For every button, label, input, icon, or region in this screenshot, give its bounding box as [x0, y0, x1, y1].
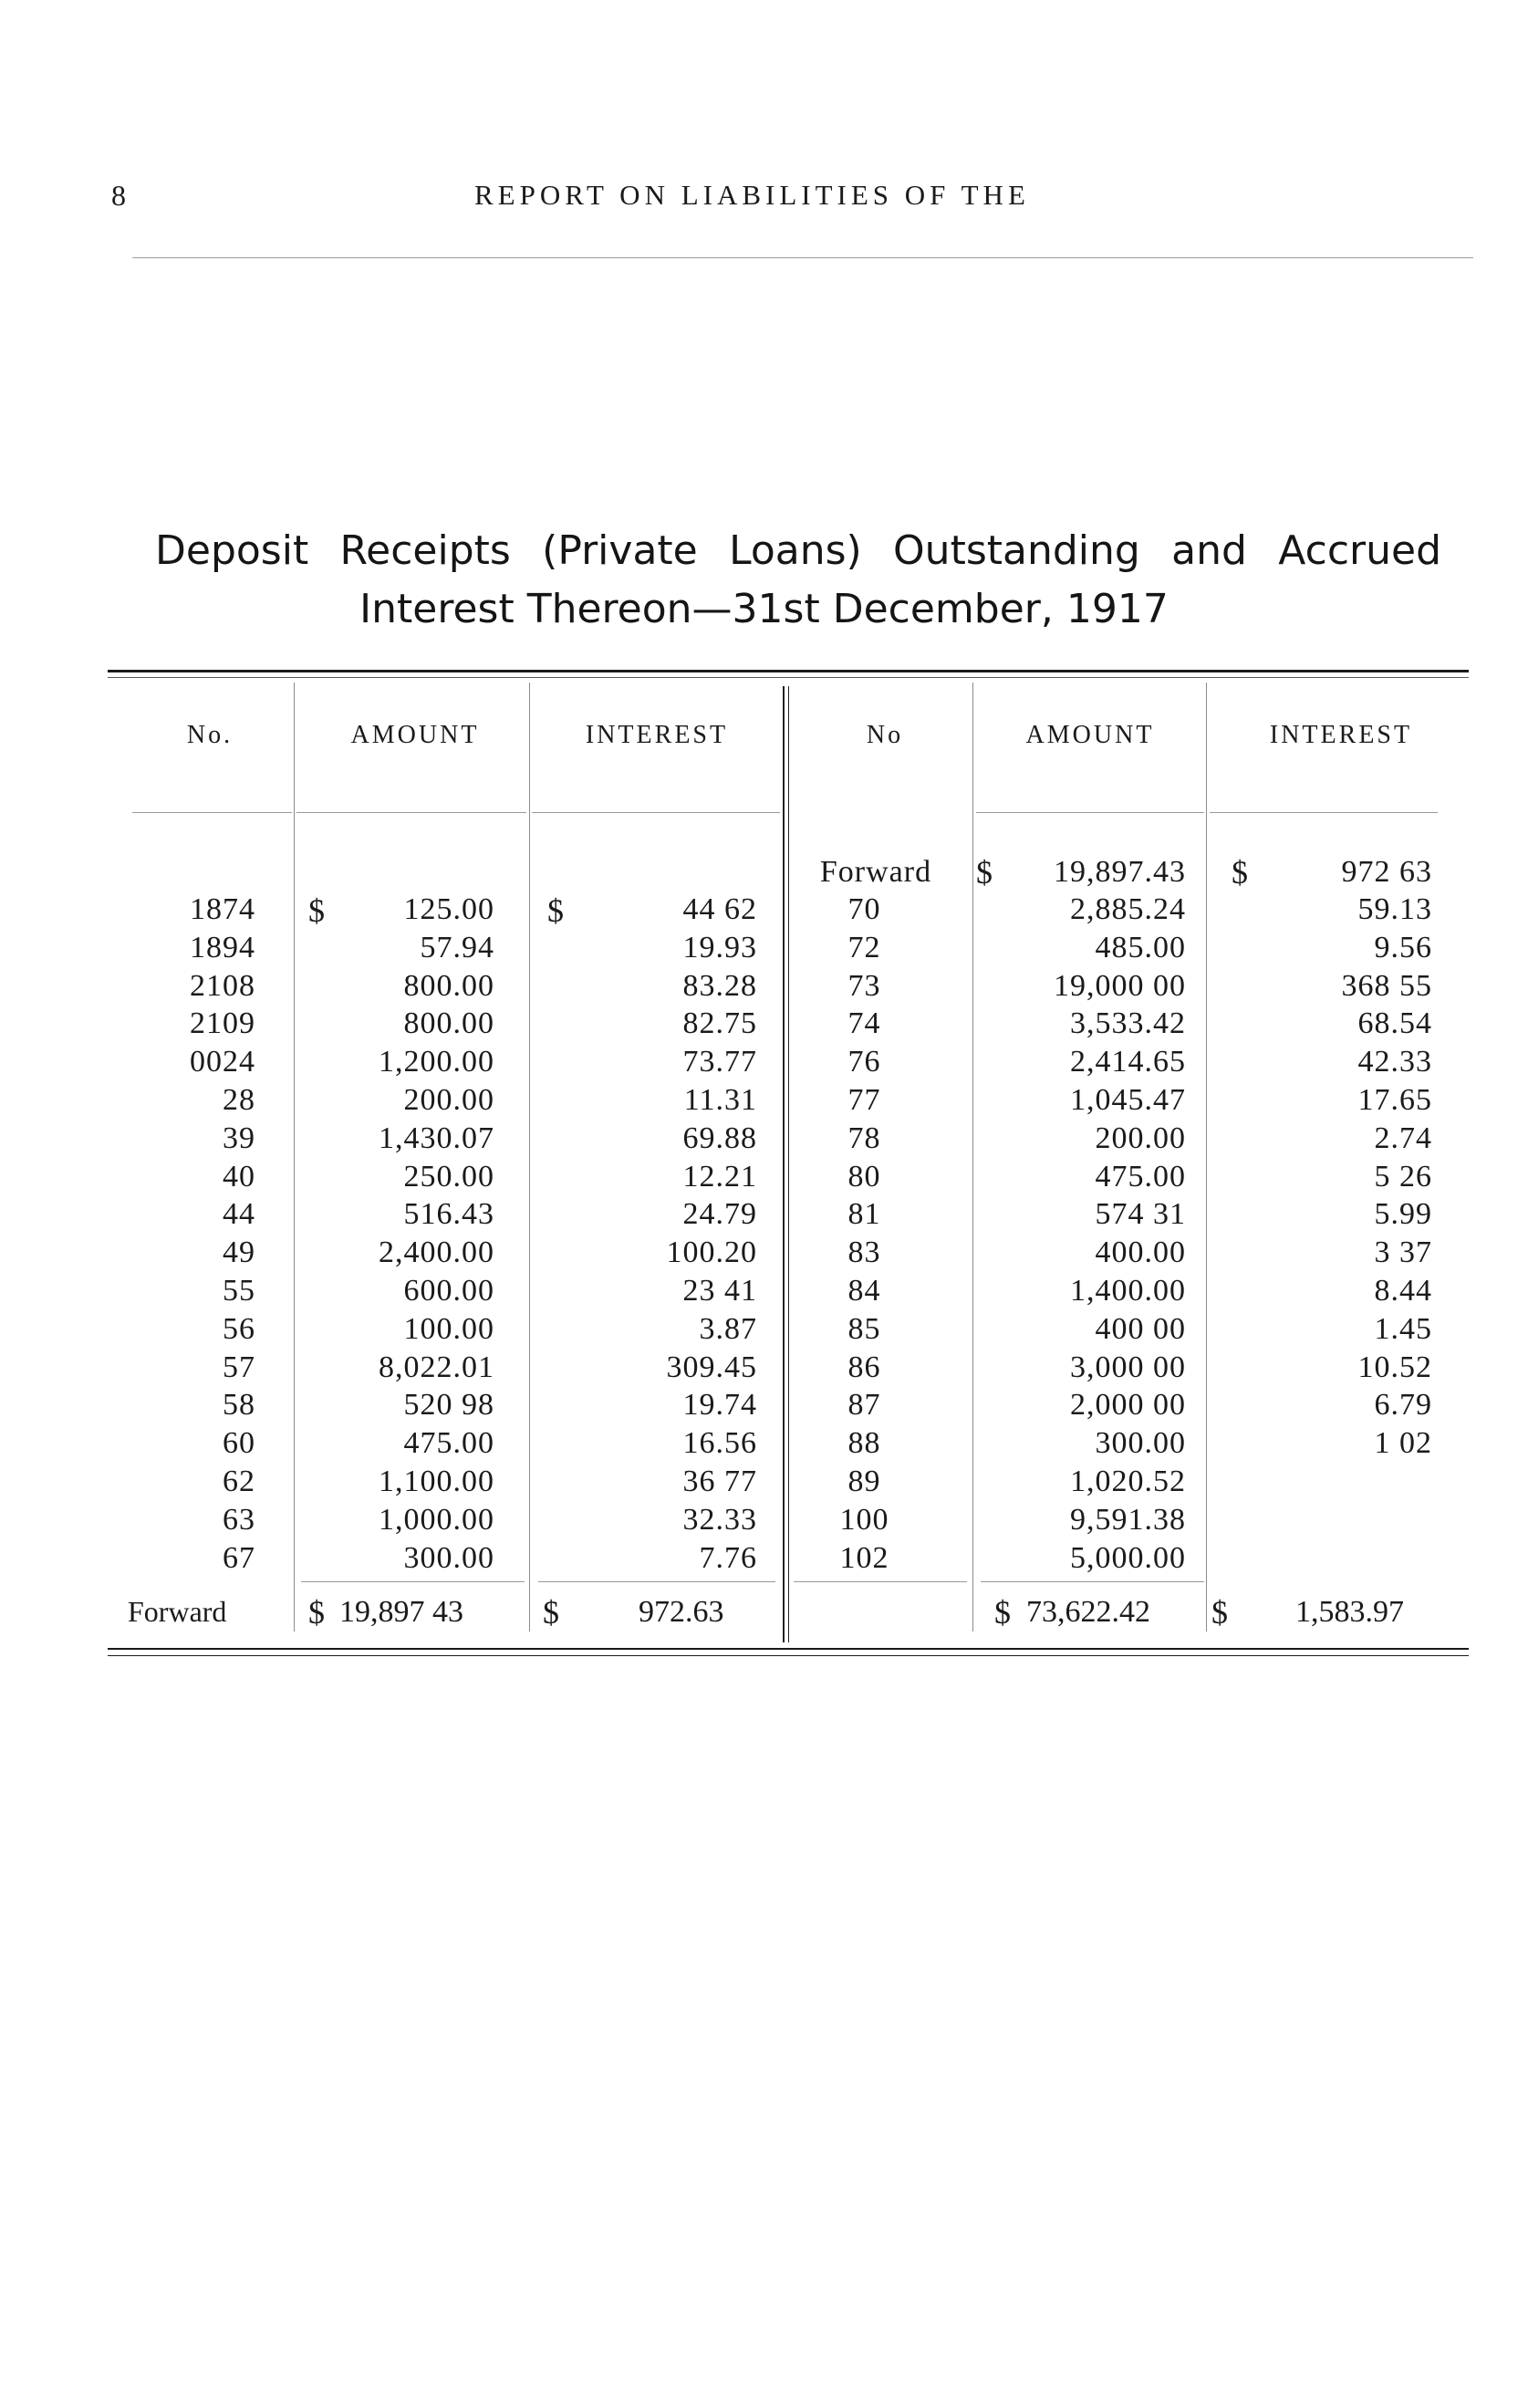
row-interest: 36 77: [682, 1465, 757, 1498]
row-interest: 73.77: [682, 1045, 757, 1079]
row-amount: 1,200.00: [379, 1045, 494, 1079]
row-number: 40: [223, 1160, 255, 1194]
row-amount: 485.00: [1095, 931, 1186, 964]
row-number: 58: [223, 1388, 255, 1422]
header-rule: [532, 812, 780, 813]
row-amount: 19,000 00: [1054, 969, 1186, 1003]
row-number: 102: [839, 1541, 889, 1575]
row-number: 85: [847, 1312, 881, 1346]
dollar-sign: $: [994, 1594, 1011, 1631]
row-number: 1874: [190, 892, 255, 926]
sum-rule: [794, 1581, 967, 1582]
dollar-sign: $: [1211, 1594, 1228, 1631]
table-bottom-rule-thin: [108, 1655, 1469, 1656]
row-interest: 5.99: [1374, 1197, 1432, 1231]
row-number: 72: [847, 931, 881, 964]
row-amount: 475.00: [1095, 1160, 1186, 1194]
row-amount: 8,022.01: [379, 1350, 494, 1384]
row-interest: 12.21: [682, 1160, 757, 1194]
row-number: 73: [847, 969, 881, 1003]
row-amount: 3,533.42: [1070, 1006, 1186, 1040]
sum-rule: [301, 1581, 525, 1582]
row-number: 56: [223, 1312, 255, 1346]
row-amount: 600.00: [403, 1274, 494, 1308]
row-amount: 2,885.24: [1070, 892, 1186, 926]
row-number: 81: [847, 1197, 881, 1231]
sum-rule: [538, 1581, 775, 1582]
row-amount: 100.00: [403, 1312, 494, 1346]
row-amount: 2,414.65: [1070, 1045, 1186, 1079]
row-amount: 300.00: [1095, 1426, 1186, 1460]
row-number: 2109: [190, 1006, 255, 1040]
header-rule: [132, 812, 292, 813]
row-amount: 9,591.38: [1070, 1503, 1186, 1537]
row-interest: 19.93: [682, 931, 757, 964]
row-amount: 1,400.00: [1070, 1274, 1186, 1308]
row-number: 39: [223, 1121, 255, 1155]
header-amount-right: AMOUNT: [1025, 721, 1155, 749]
header-rule: [976, 812, 1204, 813]
table-top-rule: [108, 670, 1469, 672]
header-interest-left: INTEREST: [585, 721, 729, 749]
row-number: 88: [847, 1426, 881, 1460]
row-interest: 42.33: [1357, 1045, 1432, 1079]
header-rule: [1210, 812, 1438, 813]
row-interest: 19.74: [682, 1388, 757, 1422]
row-interest: 10.52: [1357, 1350, 1432, 1384]
row-interest: 24.79: [682, 1197, 757, 1231]
row-interest: 59.13: [1357, 892, 1432, 926]
forward-interest: 972 63: [1341, 855, 1432, 889]
row-amount: 200.00: [1095, 1121, 1186, 1155]
row-interest: 1 02: [1374, 1426, 1432, 1460]
title-line-1: Deposit Receipts (Private Loans) Outstanding and Accrued: [155, 527, 1441, 574]
row-interest: 68.54: [1357, 1006, 1432, 1040]
row-interest: 6.79: [1374, 1388, 1432, 1422]
row-number: 55: [223, 1274, 255, 1308]
title-line-2: Interest Thereon—31st December, 1917: [359, 586, 1169, 632]
row-interest: 83.28: [682, 969, 757, 1003]
row-number: 44: [223, 1197, 255, 1231]
row-amount: 1,100.00: [379, 1465, 494, 1498]
row-number: 86: [847, 1350, 881, 1384]
row-amount: 400 00: [1095, 1312, 1186, 1346]
row-amount: 300.00: [403, 1541, 494, 1575]
footer-interest-left: 972.63: [639, 1595, 724, 1629]
row-number: 83: [847, 1235, 881, 1269]
column-divider: [1206, 683, 1207, 1631]
table-top-rule-thin: [108, 677, 1469, 678]
row-number: 1894: [190, 931, 255, 964]
row-interest: 100.20: [666, 1235, 757, 1269]
row-amount: 200.00: [403, 1083, 494, 1117]
row-number: 62: [223, 1465, 255, 1498]
header-interest-right: INTEREST: [1269, 721, 1413, 749]
column-divider: [972, 683, 973, 1631]
row-number: 76: [847, 1045, 881, 1079]
page-number: 8: [111, 179, 128, 212]
row-interest: 9.56: [1374, 931, 1432, 964]
row-interest: 309.45: [666, 1350, 757, 1384]
row-amount: 574 31: [1095, 1197, 1186, 1231]
header-rule: [132, 257, 1473, 258]
row-amount: 800.00: [403, 969, 494, 1003]
row-number: 89: [847, 1465, 881, 1498]
row-amount: 125.00: [403, 892, 494, 926]
column-divider: [294, 683, 295, 1631]
footer-amount-right: 73,622.42: [1026, 1595, 1150, 1629]
row-interest: 23 41: [682, 1274, 757, 1308]
column-divider: [529, 683, 530, 1631]
row-number: 84: [847, 1274, 881, 1308]
row-interest: 32.33: [682, 1503, 757, 1537]
row-number: 0024: [190, 1045, 255, 1079]
row-number: 60: [223, 1426, 255, 1460]
row-amount: 1,045.47: [1070, 1083, 1186, 1117]
dollar-sign: $: [308, 892, 325, 929]
row-interest: 2.74: [1374, 1121, 1432, 1155]
row-interest: 11.31: [683, 1083, 757, 1117]
row-number: 28: [223, 1083, 255, 1117]
row-amount: 400.00: [1095, 1235, 1186, 1269]
row-amount: 475.00: [403, 1426, 494, 1460]
row-number: 80: [847, 1160, 881, 1194]
dollar-sign: $: [976, 854, 993, 891]
forward-amount: 19,897.43: [1054, 855, 1186, 889]
row-amount: 250.00: [403, 1160, 494, 1194]
row-number: 100: [839, 1503, 889, 1537]
row-amount: 1,000.00: [379, 1503, 494, 1537]
row-amount: 520 98: [403, 1388, 494, 1422]
row-interest: 82.75: [682, 1006, 757, 1040]
row-amount: 57.94: [420, 931, 494, 964]
row-amount: 800.00: [403, 1006, 494, 1040]
row-interest: 3 37: [1374, 1235, 1432, 1269]
row-amount: 2,000 00: [1070, 1388, 1186, 1422]
page-header: [0, 179, 1528, 224]
table-bottom-rule: [108, 1648, 1469, 1650]
row-number: 57: [223, 1350, 255, 1384]
dollar-sign: $: [1232, 854, 1248, 891]
running-head: REPORT ON LIABILITIES OF THE: [474, 179, 1030, 211]
header-amount-left: AMOUNT: [350, 721, 480, 749]
row-interest: 69.88: [682, 1121, 757, 1155]
row-interest: 16.56: [682, 1426, 757, 1460]
row-amount: 3,000 00: [1070, 1350, 1186, 1384]
row-number: 67: [223, 1541, 255, 1575]
row-number: 70: [847, 892, 881, 926]
header-no-left: No.: [186, 721, 234, 749]
row-amount: 2,400.00: [379, 1235, 494, 1269]
header-no-right: No: [866, 721, 904, 749]
row-amount: 516.43: [403, 1197, 494, 1231]
dollar-sign: $: [547, 892, 564, 929]
header-rule: [296, 812, 526, 813]
dollar-sign: $: [308, 1594, 325, 1631]
footer-label: Forward: [128, 1595, 227, 1628]
row-number: 87: [847, 1388, 881, 1422]
row-interest: 7.76: [699, 1541, 757, 1575]
row-interest: 44 62: [682, 892, 757, 926]
forward-label: Forward: [819, 855, 932, 889]
row-interest: 3.87: [699, 1312, 757, 1346]
footer-interest-right: 1,583.97: [1295, 1595, 1404, 1629]
row-interest: 368 55: [1341, 969, 1432, 1003]
sum-rule: [981, 1581, 1204, 1582]
row-interest: 1.45: [1374, 1312, 1432, 1346]
row-interest: 5 26: [1374, 1160, 1432, 1194]
row-number: 2108: [190, 969, 255, 1003]
row-number: 49: [223, 1235, 255, 1269]
footer-amount-left: 19,897 43: [339, 1595, 463, 1629]
row-number: 74: [847, 1006, 881, 1040]
row-amount: 1,020.52: [1070, 1465, 1186, 1498]
row-interest: 8.44: [1374, 1274, 1432, 1308]
row-amount: 1,430.07: [379, 1121, 494, 1155]
row-number: 77: [847, 1083, 881, 1117]
row-interest: 17.65: [1357, 1083, 1432, 1117]
row-number: 78: [847, 1121, 881, 1155]
row-amount: 5,000.00: [1070, 1541, 1186, 1575]
row-number: 63: [223, 1503, 255, 1537]
dollar-sign: $: [543, 1594, 559, 1631]
